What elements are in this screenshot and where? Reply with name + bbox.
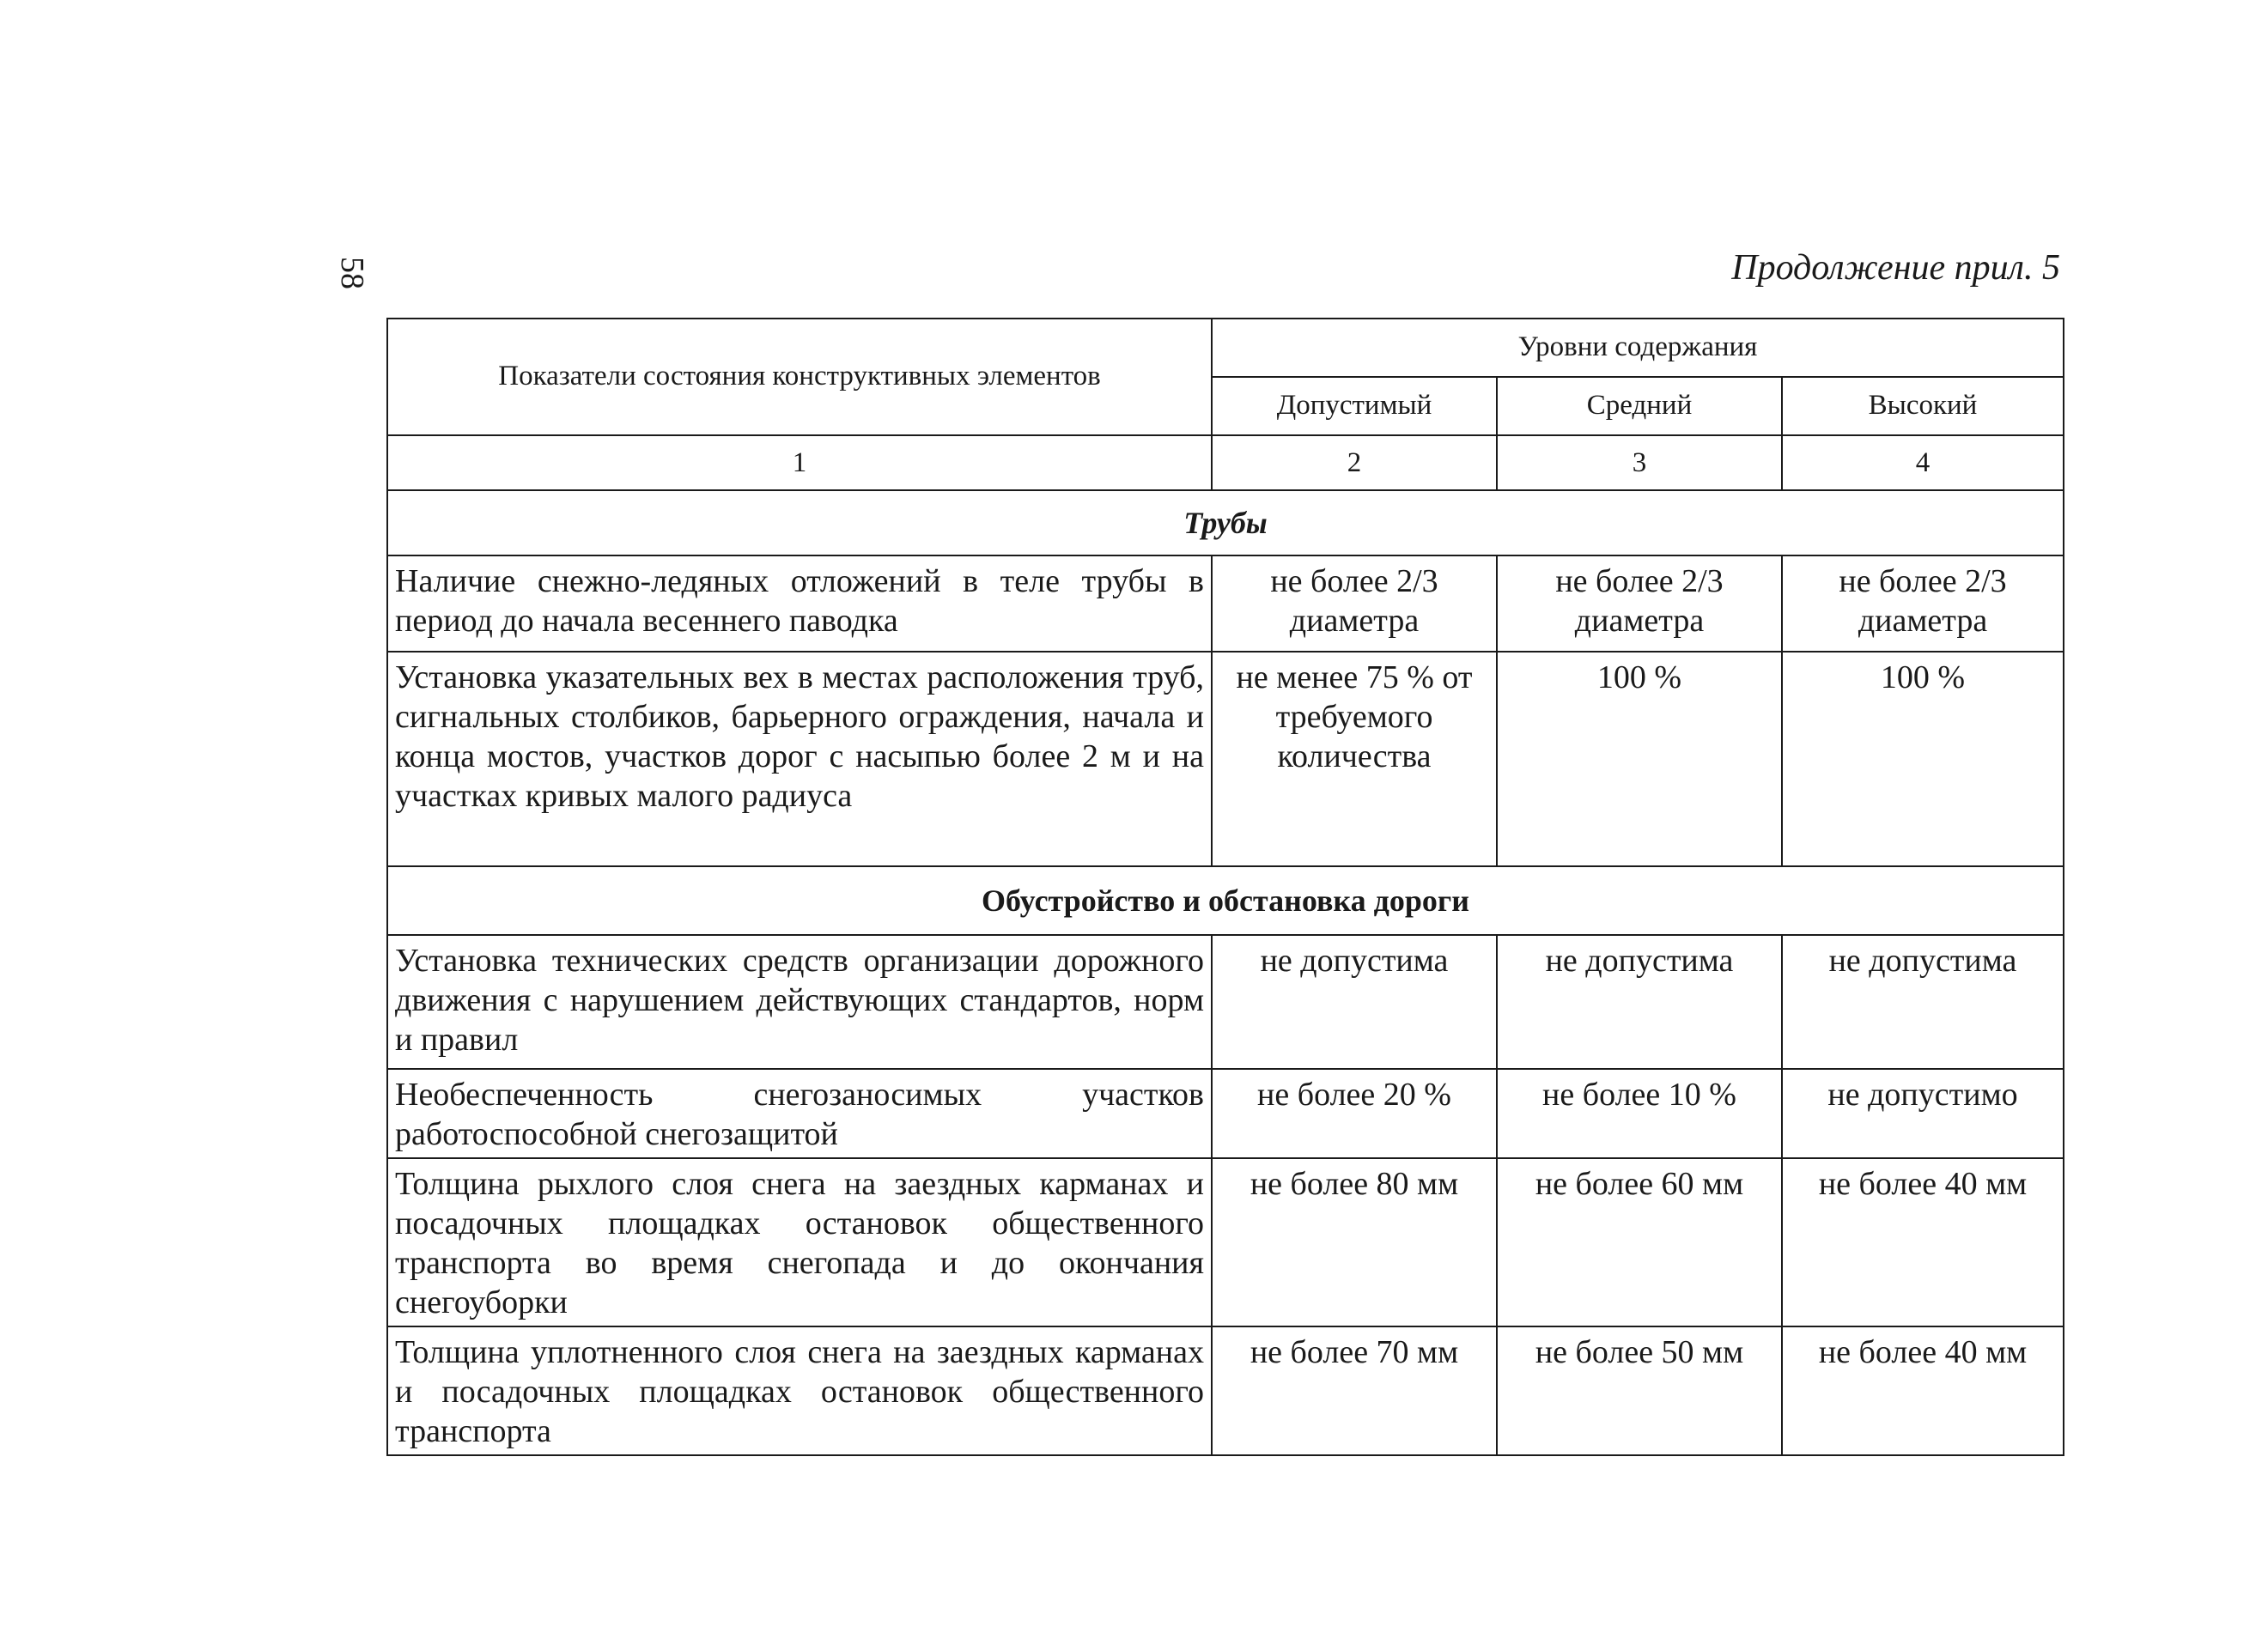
section-title-road-equipment: Обустройство и обстановка дороги xyxy=(387,866,2064,935)
row-indicator: Установка технических средств организации дорожного движения с нарушением действующих стандартов, норм и правил xyxy=(387,935,1212,1069)
row-indicator: Толщина рыхлого слоя снега на заездных карманах и посадочных площадках остановок общественного транспорта во время снегопада и до окончания снегоуборки xyxy=(387,1158,1212,1326)
column-number: 1 xyxy=(387,435,1212,490)
row-value-high: не более 2/3 диаметра xyxy=(1782,555,2064,652)
header-levels: Уровни содержания xyxy=(1212,319,2064,377)
table-row xyxy=(387,1326,2064,1455)
table-row xyxy=(387,555,2064,652)
row-value-acceptable: не менее 75 % от требуемого количества xyxy=(1212,652,1497,866)
page-number: 58 xyxy=(334,257,370,289)
header-level-acceptable: Допустимый xyxy=(1212,377,1497,435)
column-number: 2 xyxy=(1212,435,1497,490)
row-indicator: Толщина уплотненного слоя снега на заездных карманах и посадочных площадках остановок общественного транспорта xyxy=(387,1326,1212,1455)
column-number: 3 xyxy=(1497,435,1782,490)
row-value-high: не допустима xyxy=(1782,935,2064,1069)
table-row xyxy=(387,1158,2064,1326)
table-row xyxy=(387,935,2064,1069)
row-value-acceptable: не допустима xyxy=(1212,935,1497,1069)
section-row xyxy=(387,866,2064,935)
row-value-high: 100 % xyxy=(1782,652,2064,866)
row-value-medium: не более 60 мм xyxy=(1497,1158,1782,1326)
row-value-medium: не более 2/3 диаметра xyxy=(1497,555,1782,652)
continuation-caption: Продолжение прил. 5 xyxy=(1731,248,2060,288)
column-number: 4 xyxy=(1782,435,2064,490)
row-value-acceptable: не более 70 мм xyxy=(1212,1326,1497,1455)
section-row xyxy=(387,490,2064,555)
header-level-high: Высокий xyxy=(1782,377,2064,435)
table-row xyxy=(387,1069,2064,1158)
row-value-high: не допустимо xyxy=(1782,1069,2064,1158)
header-indicator: Показатели состояния конструктивных элементов xyxy=(387,319,1212,435)
requirements-table xyxy=(386,318,2064,1456)
row-value-high: не более 40 мм xyxy=(1782,1326,2064,1455)
row-value-acceptable: не более 2/3 диаметра xyxy=(1212,555,1497,652)
row-value-acceptable: не более 20 % xyxy=(1212,1069,1497,1158)
section-title-pipes: Трубы xyxy=(387,490,2064,555)
header-level-medium: Средний xyxy=(1497,377,1782,435)
table-row xyxy=(387,652,2064,866)
row-indicator: Наличие снежно-ледяных отложений в теле трубы в период до начала весеннего паводка xyxy=(387,555,1212,652)
header-row-levels xyxy=(387,319,2064,377)
row-indicator: Установка указательных вех в местах расположения труб, сигнальных столбиков, барьерного ограждения, начала и конца мостов, участков дорог с насыпью более 2 м и на участках кривых малого радиуса xyxy=(387,652,1212,866)
row-value-medium: не более 10 % xyxy=(1497,1069,1782,1158)
row-value-medium: 100 % xyxy=(1497,652,1782,866)
row-value-medium: не допустима xyxy=(1497,935,1782,1069)
row-value-high: не более 40 мм xyxy=(1782,1158,2064,1326)
column-numbers-row xyxy=(387,435,2064,490)
row-indicator: Необеспеченность снегозаносимых участков работоспособной снегозащитой xyxy=(387,1069,1212,1158)
row-value-medium: не более 50 мм xyxy=(1497,1326,1782,1455)
row-value-acceptable: не более 80 мм xyxy=(1212,1158,1497,1326)
